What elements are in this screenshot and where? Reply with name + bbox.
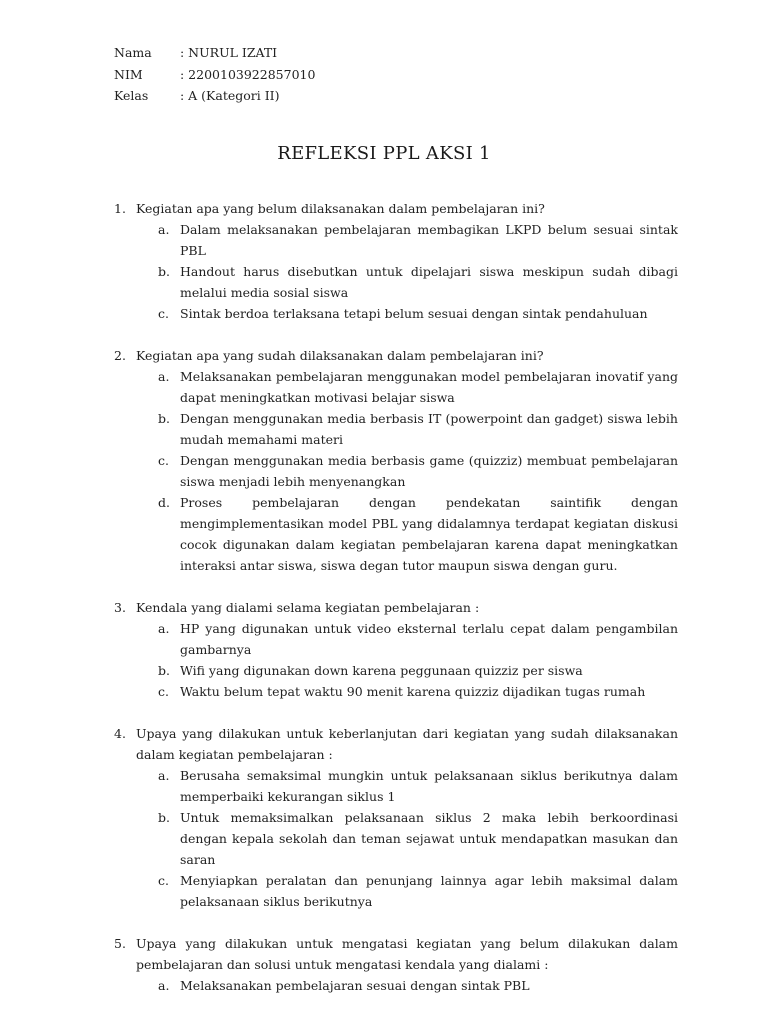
answer-letter: b. [158, 264, 170, 279]
class-value: : A (Kategori II) [180, 88, 280, 103]
answer-item [158, 408, 678, 450]
answer-text: Wifi yang digunakan down karena peggunaan quizziz per siswa [180, 663, 583, 678]
answer-text: Dengan menggunakan media berbasis game (quizziz) membuat pembelajaran siswa menjadi lebih menyenangkan [180, 453, 678, 489]
question-text: Upaya yang dilakukan untuk keberlanjutan dari kegiatan yang sudah dilaksanakan dalam kegiatan pembelajaran : [136, 726, 678, 762]
answer-text: Sintak berdoa terlaksana tetapi belum sesuai dengan sintak pendahuluan [180, 306, 648, 321]
answer-text: Dengan menggunakan media berbasis IT (powerpoint dan gadget) siswa lebih mudah memahami materi [180, 411, 678, 447]
question-text: Kendala yang dialami selama kegiatan pembelajaran : [136, 600, 480, 615]
answer-item [158, 807, 678, 870]
answer-item [158, 492, 678, 576]
answer-letter: a. [158, 768, 170, 783]
answer-text: Melaksanakan pembelajaran menggunakan model pembelajaran inovatif yang dapat meningkatkan motivasi belajar siswa [180, 369, 678, 405]
question-number: 3. [114, 600, 126, 615]
answer-letter: b. [158, 411, 170, 426]
answer-letter: a. [158, 369, 170, 384]
answer-text: Waktu belum tepat waktu 90 menit karena quizziz dijadikan tugas rumah [180, 684, 646, 699]
name-value: : NURUL IZATI [180, 45, 278, 60]
question-text: Upaya yang dilakukan untuk mengatasi kegiatan yang belum dilakukan dalam pembelajaran dan solusi untuk mengatasi kendala yang dialami : [136, 936, 678, 972]
answer-text: Menyiapkan peralatan dan penunjang lainnya agar lebih maksimal dalam pelaksanaan siklus berikutnya [180, 873, 678, 909]
answer-letter: a. [158, 978, 170, 993]
answer-item [158, 681, 678, 702]
answer-letter: c. [158, 873, 169, 888]
answer-text: Proses pembelajaran dengan pendekatan saintifik dengan mengimplementasikan model PBL yang didalamnya terdapat kegiatan diskusi cocok digunakan dalam kegiatan pembelajaran karena dapat meningkatkan interaksi antar siswa, siswa degan tutor maupun siswa dengan guru. [180, 495, 678, 573]
question-list [114, 198, 678, 1017]
answer-letter: a. [158, 621, 170, 636]
question-1 [114, 198, 678, 324]
answer-item [158, 660, 678, 681]
question-number: 5. [114, 936, 126, 951]
question-number: 1. [114, 201, 126, 216]
nim-row [114, 64, 315, 86]
identity-block [114, 42, 315, 107]
question-2 [114, 345, 678, 576]
answer-item [158, 261, 678, 303]
answer-item [158, 975, 678, 996]
question-text: Kegiatan apa yang belum dilaksanakan dalam pembelajaran ini? [136, 201, 545, 216]
document-title: REFLEKSI PPL AKSI 1 [277, 143, 491, 164]
answer-letter: c. [158, 453, 169, 468]
answer-text: Handout harus disebutkan untuk dipelajari siswa meskipun sudah dibagi melalui media sosial siswa [180, 264, 678, 300]
answer-list [158, 618, 678, 702]
answer-letter: c. [158, 306, 169, 321]
answer-list [158, 366, 678, 576]
name-row [114, 42, 315, 64]
answer-item [158, 219, 678, 261]
question-number: 4. [114, 726, 126, 741]
answer-list [158, 219, 678, 324]
answer-item [158, 870, 678, 912]
name-label: Nama [114, 45, 152, 60]
answer-text: Berusaha semaksimal mungkin untuk pelaksanaan siklus berikutnya dalam memperbaiki kekurangan siklus 1 [180, 768, 678, 804]
answer-text: HP yang digunakan untuk video eksternal terlalu cepat dalam pengambilan gambarnya [180, 621, 678, 657]
question-text: Kegiatan apa yang sudah dilaksanakan dalam pembelajaran ini? [136, 348, 544, 363]
answer-letter: b. [158, 663, 170, 678]
question-3 [114, 597, 678, 702]
answer-text: Melaksanakan pembelajaran sesuai dengan sintak PBL [180, 978, 530, 993]
answer-letter: b. [158, 810, 170, 825]
class-row [114, 85, 315, 107]
answer-item [158, 366, 678, 408]
answer-item [158, 450, 678, 492]
answer-text: Dalam melaksanakan pembelajaran membagikan LKPD belum sesuai sintak PBL [180, 222, 678, 258]
answer-list [158, 765, 678, 912]
answer-text: Untuk memaksimalkan pelaksanaan siklus 2 maka lebih berkoordinasi dengan kepala sekolah dan teman sejawat untuk mendapatkan masukan dan saran [180, 810, 678, 867]
question-5 [114, 933, 678, 996]
answer-letter: d. [158, 495, 170, 510]
answer-item [158, 618, 678, 660]
nim-label: NIM [114, 66, 143, 82]
nim-value: : 2200103922857010 [180, 66, 316, 82]
class-label: Kelas [114, 88, 149, 103]
question-4 [114, 723, 678, 912]
answer-item [158, 765, 678, 807]
answer-letter: c. [158, 684, 169, 699]
question-number: 2. [114, 348, 126, 363]
answer-list [158, 975, 678, 996]
answer-letter: a. [158, 222, 170, 237]
answer-item [158, 303, 678, 324]
